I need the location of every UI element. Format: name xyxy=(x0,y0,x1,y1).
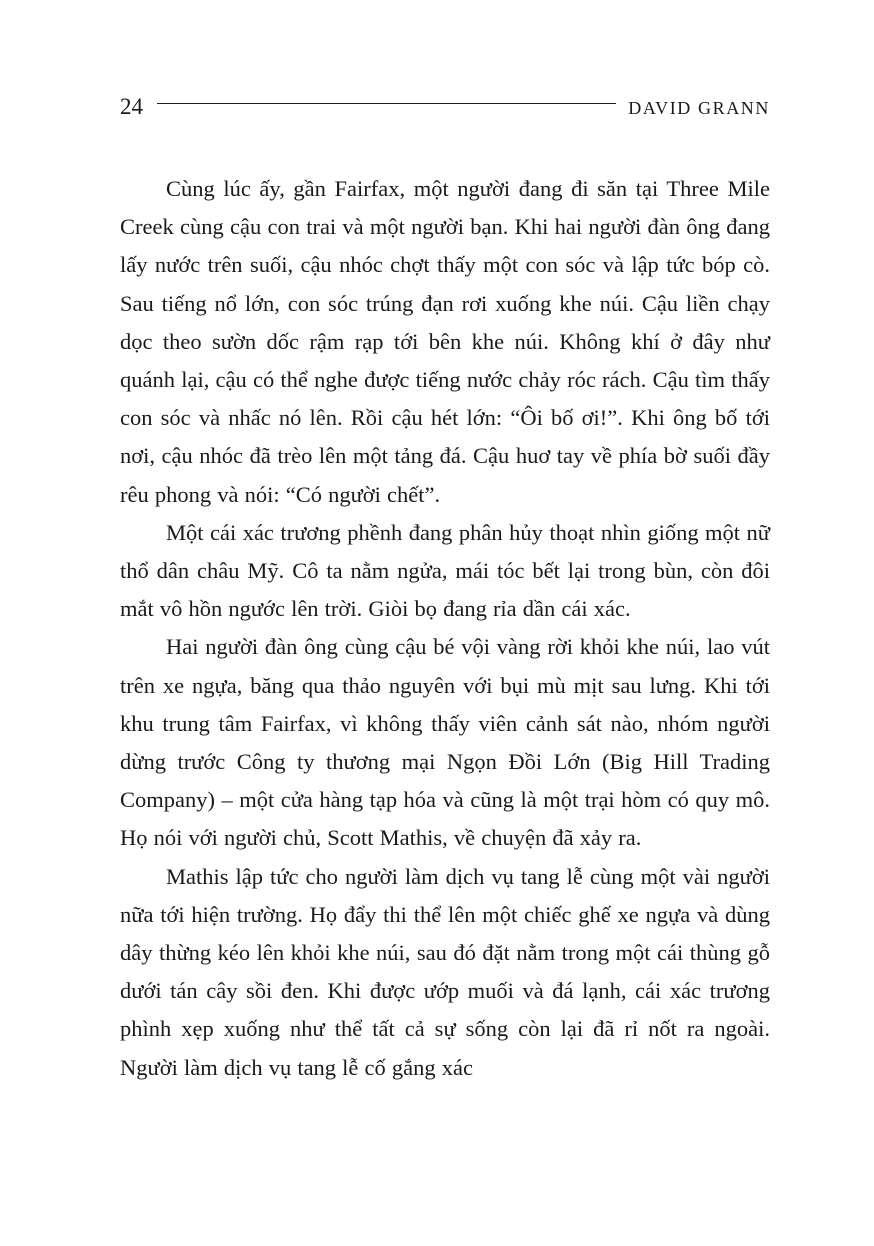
paragraph-4: Mathis lập tức cho người làm dịch vụ tang lễ cùng một vài người nữa tới hiện trường. Họ đẩy thi thể lên một chiếc ghế xe ngựa và dùng dây thừng kéo lên khỏi khe núi, sau đó đặt nằm trong một cái thùng gỗ dưới tán cây sồi đen. Khi được ướp muối và đá lạnh, cái xác trương phình xẹp xuống như thể tất cả sự sống còn lại đã rỉ nốt ra ngoài. Người làm dịch vụ tang lễ cố gắng xác xyxy=(120,863,770,1080)
paragraph-3: Hai người đàn ông cùng cậu bé vội vàng rời khỏi khe núi, lao vút trên xe ngựa, băng qua thảo nguyên với bụi mù mịt sau lưng. Khi tới khu trung tâm Fairfax, vì không thấy viên cảnh sát nào, nhóm người dừng trước Công ty thương mại Ngọn Đồi Lớn (Big Hill Trading Company) – một cửa hàng tạp hóa và cũng là một trại hòm có quy mô. Họ nói với người chủ, Scott Mathis, về chuyện đã xảy ra. xyxy=(120,634,770,851)
header-rule xyxy=(157,102,616,104)
running-head-author: DAVID GRANN xyxy=(628,98,770,118)
paragraph-2: Một cái xác trương phềnh đang phân hủy thoạt nhìn giống một nữ thổ dân châu Mỹ. Cô ta nằm ngửa, mái tóc bết lại trong bùn, còn đôi mắt vô hồn ngước lên trời. Giòi bọ đang rỉa dần cái xác. xyxy=(120,519,770,622)
page-body xyxy=(120,170,770,1087)
paragraph-1: Cùng lúc ấy, gần Fairfax, một người đang đi săn tại Three Mile Creek cùng cậu con trai và một người bạn. Khi hai người đàn ông đang lấy nước trên suối, cậu nhóc chợt thấy một con sóc và lập tức bóp cò. Sau tiếng nổ lớn, con sóc trúng đạn rơi xuống khe núi. Cậu liền chạy dọc theo sườn dốc rậm rạp tới bên khe núi. Không khí ở đây như quánh lại, cậu có thể nghe được tiếng nước chảy róc rách. Cậu tìm thấy con sóc và nhấc nó lên. Rồi cậu hét lớn: “Ôi bố ơi!”. Khi ông bố tới nơi, cậu nhóc đã trèo lên một tảng đá. Cậu huơ tay về phía bờ suối đầy rêu phong và nói: “Có người chết”. xyxy=(120,176,770,507)
page-header xyxy=(120,94,770,120)
page-number: 24 xyxy=(120,94,143,119)
